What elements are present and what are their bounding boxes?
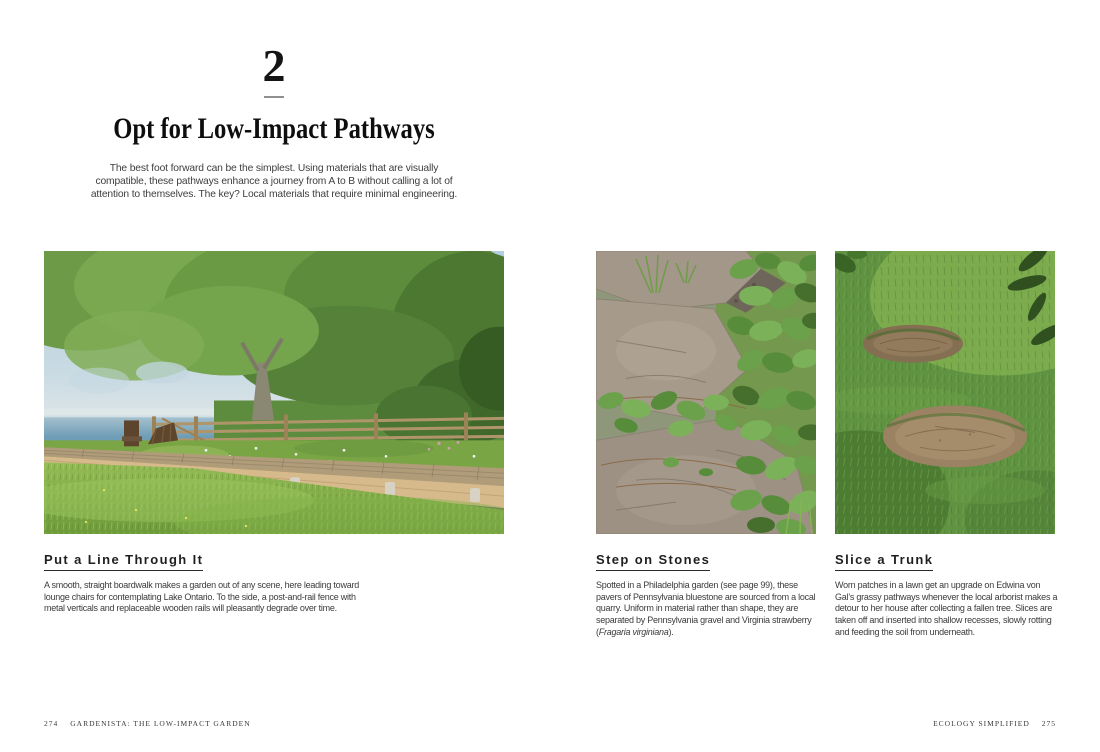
- section-step-on-stones: [596, 553, 824, 639]
- footer-left: [44, 719, 251, 728]
- section-put-a-line-through-it: [44, 553, 374, 615]
- section-body-2: [596, 580, 824, 639]
- photo-lakeside-boardwalk: [44, 251, 504, 534]
- chapter-header: [44, 42, 504, 201]
- section-heading-text: Step on Stones: [596, 553, 710, 571]
- trunk-slice-large: [883, 405, 1027, 467]
- chapter-number: 2: [262, 40, 286, 91]
- chapter-intro: The best foot forward can be the simplest. Using materials that are visually compatible, these pathways enhance a journey from A to B without calling a lot of attention to themselves. The key? Local materials that require minimal engineering.: [90, 162, 458, 201]
- body-text: A smooth, straight boardwalk makes a garden out of any scene, here leading toward lounge chairs for contemplating Lake Ontario. To the side, a post-and-rail fence with metal verticals and replaceable wooden rails will pleasantly degrade over time.: [44, 580, 359, 614]
- chapter-title: Opt for Low-Impact Pathways: [113, 112, 435, 146]
- trunk-slice-small: [863, 325, 963, 363]
- chapter-number-rule: [264, 96, 284, 98]
- section-heading-text: Put a Line Through It: [44, 553, 203, 571]
- section-heading-3: [835, 553, 1061, 571]
- photo-trunk-slices: [835, 251, 1055, 534]
- section-body-1: [44, 580, 374, 615]
- running-head-right: ECOLOGY SIMPLIFIED: [933, 719, 1030, 728]
- section-body-3: [835, 580, 1061, 639]
- page-number-right: 275: [1041, 719, 1056, 728]
- page-number-left: 274: [44, 719, 59, 728]
- species-name: Fragaria virginiana: [598, 626, 669, 637]
- section-heading-text: Slice a Trunk: [835, 553, 933, 571]
- section-heading-2: [596, 553, 824, 571]
- stone-pavers-photo-art: [596, 251, 816, 534]
- boardwalk-photo-art: [44, 251, 504, 534]
- trunk-slices-photo-art: [835, 251, 1055, 534]
- section-slice-a-trunk: [835, 553, 1061, 639]
- running-head-left: GARDENISTA: THE LOW-IMPACT GARDEN: [70, 719, 251, 728]
- section-heading-1: [44, 553, 374, 571]
- footer-right: [933, 719, 1056, 728]
- body-text: Spotted in a Philadelphia garden (see page 99), these pavers of Pennsylvania bluestone are sourced from a local quarry. Uniform in material rather than shape, they are separated by Pennsylvania gravel and Virginia strawberry (: [596, 580, 816, 637]
- photo-stone-pavers: [596, 251, 816, 534]
- body-text: ).: [668, 626, 674, 637]
- body-text: Worn patches in a lawn get an upgrade on Edwina von Gal’s grassy pathways whenever the local arborist makes a detour to her house after collecting a fallen tree. Slices are taken off and inserted into shallow recesses, slowly rotting and feeding the soil from underneath.: [835, 580, 1058, 637]
